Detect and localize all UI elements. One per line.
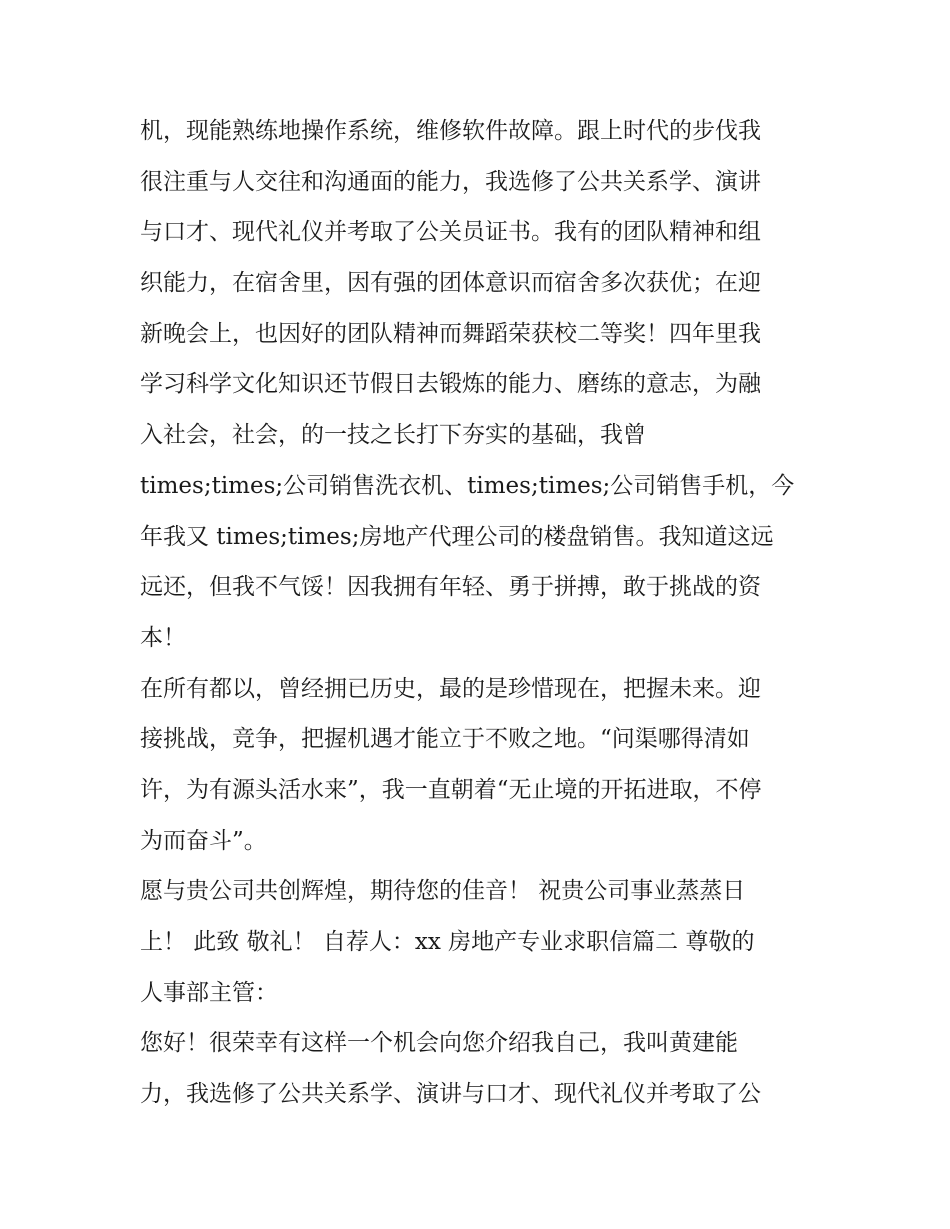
text-line: 学习科学文化知识还节假日去锻炼的能力、磨练的意志，为融 — [140, 371, 761, 398]
text-line: 年我又 times;times;房地产代理公司的楼盘销售。我知道这远 — [140, 523, 774, 550]
text-line: 为而奋斗”。 — [140, 827, 267, 854]
text-line: 许，为有源头活水来”，我一直朝着“无止境的开拓进取，不停 — [140, 776, 762, 803]
text-line: 很注重与人交往和沟通面的能力，我选修了公共关系学、演讲 — [140, 168, 761, 195]
text-line: 上！ 此致 敬礼！ 自荐人：xx 房地产专业求职信篇二 尊敬的 — [140, 929, 755, 955]
text-line: 新晚会上，也因好的团队精神而舞蹈荣获校二等奖！四年里我 — [140, 320, 761, 347]
text-line: 人事部主管： — [140, 979, 278, 1006]
text-line: 您好！很荣幸有这样一个机会向您介绍我自己，我叫黄建能 — [140, 1030, 738, 1057]
text-line: 愿与贵公司共创辉煌，期待您的佳音！ 祝贵公司事业蒸蒸日 — [140, 878, 746, 905]
text-line: 与口才、现代礼仪并考取了公关员证书。我有的团队精神和组 — [140, 219, 761, 246]
text-line: 接挑战，竞争，把握机遇才能立于不败之地。“问渠哪得清如 — [140, 726, 750, 753]
text-line: 远还，但我不气馁！因我拥有年轻、勇于拼搏，敢于挑战的资 — [140, 574, 761, 601]
text-line: 机，现能熟练地操作系统，维修软件故障。跟上时代的步伐我 — [140, 118, 761, 144]
document-body — [140, 106, 815, 1120]
text-line: 力，我选修了公共关系学、演讲与口才、现代礼仪并考取了公 — [140, 1081, 761, 1108]
text-line: 入社会，社会，的一技之长打下夯实的基础，我曾 — [140, 422, 646, 449]
text-line: times;times;公司销售洗衣机、times;times;公司销售手机，今 — [140, 472, 795, 499]
text-line: 织能力，在宿舍里，因有强的团体意识而宿舍多次获优；在迎 — [140, 270, 761, 297]
text-line: 在所有都以，曾经拥已历史，最的是珍惜现在，把握未来。迎 — [140, 675, 761, 702]
text-line: 本！ — [140, 624, 186, 651]
